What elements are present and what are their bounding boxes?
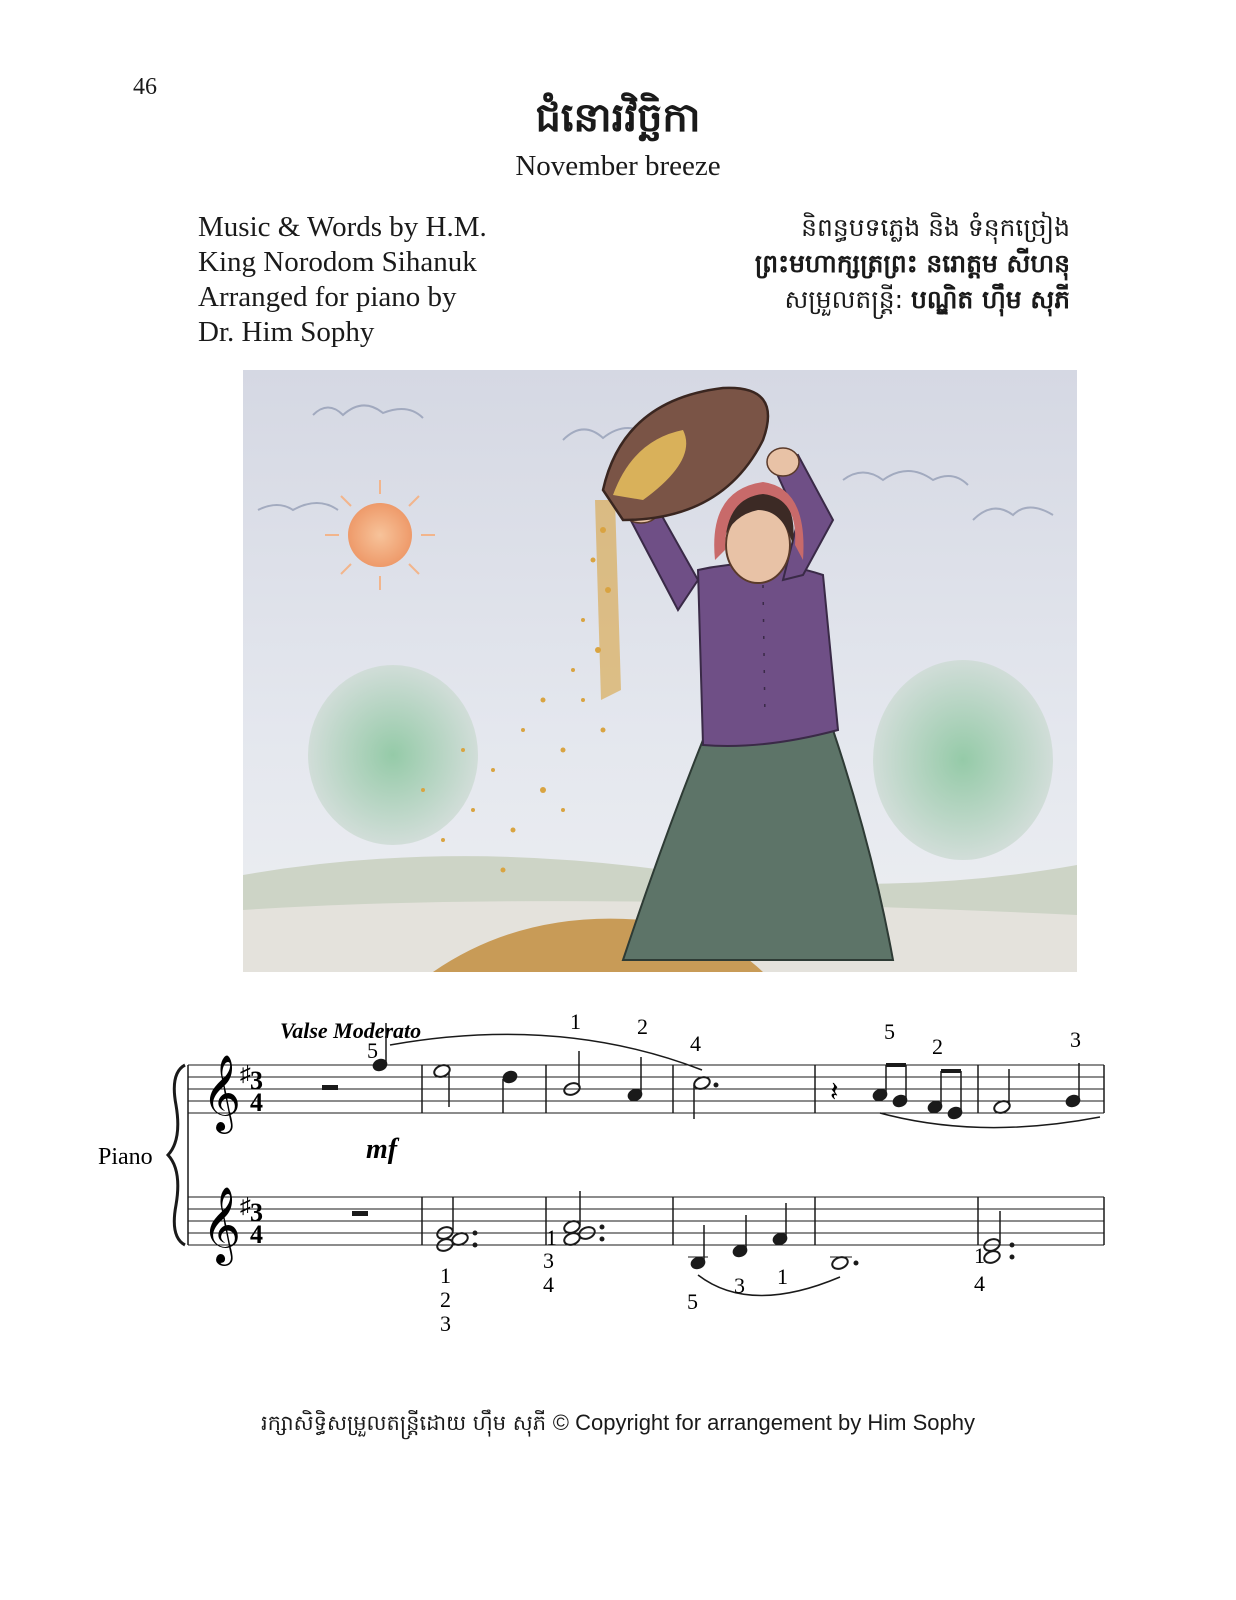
half-rest-icon (322, 1085, 338, 1090)
fingering: 1 (440, 1263, 451, 1288)
fingering: 4 (690, 1031, 701, 1056)
fingering: 2 (637, 1014, 648, 1039)
fingering: 3 (1070, 1027, 1081, 1052)
key-signature-sharp-icon: ♯ (240, 1061, 251, 1086)
page-number: 46 (133, 74, 157, 100)
fingering: 1 (974, 1243, 985, 1268)
key-signature-sharp-icon: ♯ (240, 1193, 251, 1218)
fingering: 1 (777, 1264, 788, 1289)
fingerings-lower (440, 1225, 985, 1336)
time-signature-bottom: 4 (250, 1220, 263, 1249)
fingering: 5 (884, 1019, 895, 1044)
note (983, 1249, 1002, 1265)
tempo-marking: Valse Moderato (280, 1018, 422, 1043)
bush-left (308, 665, 478, 845)
hand-right (767, 448, 799, 476)
fingering: 2 (932, 1034, 943, 1059)
fingering: 5 (367, 1038, 378, 1063)
barlines (422, 1065, 1104, 1245)
fingering: 3 (543, 1248, 554, 1273)
note (502, 1069, 519, 1084)
copyright-footer (0, 1410, 1236, 1441)
credit-line: Arranged for piano by (198, 281, 457, 313)
treble-notes (372, 1023, 1082, 1121)
quarter-rest-icon: 𝄽 (830, 1077, 839, 1108)
credit-line: Dr. Him Sophy (198, 316, 375, 348)
fingering: 5 (687, 1289, 698, 1314)
lower-staff-notes (436, 1191, 1014, 1271)
credits-khmer (755, 210, 1070, 318)
credit-arranger (755, 282, 1070, 318)
copyright-english: © Copyright for arrangement by Him Sophy (552, 1410, 975, 1435)
copyright-khmer: រក្សាសិទ្ធិសម្រួលតន្ត្រីដោយ ហ៊ឹម សុភី (261, 1411, 547, 1435)
credit-composer-name: ព្រះមហាក្សត្រព្រះ នរោត្តម សីហនុ (754, 249, 1070, 278)
fingering: 4 (974, 1271, 985, 1296)
subtitle: November breeze (515, 150, 721, 182)
treble-clef-icon: 𝄞 (202, 1057, 242, 1130)
bush-right (873, 660, 1053, 860)
sun-icon (348, 503, 412, 567)
title-khmer: ជំនោរវិច្ឆិកា (535, 95, 701, 141)
credit-line: Music & Words by H.M. (198, 211, 487, 243)
slurs (390, 1034, 1100, 1295)
credit-arranger-name: បណ្ឌិត ហ៊ឹម សុភី (910, 285, 1070, 314)
grand-staff-brace (168, 1065, 185, 1245)
credit-arranger-label: សម្រួលតន្ត្រី: (784, 285, 911, 314)
treble-clef-icon: 𝄞 (202, 1189, 242, 1262)
fingering: 1 (570, 1009, 581, 1034)
time-signature-top: 3 (250, 1198, 263, 1227)
piano-score (90, 1005, 1120, 1345)
time-signature-top: 3 (250, 1066, 263, 1095)
dynamic-marking: mf (366, 1134, 398, 1165)
blouse (698, 564, 838, 746)
half-rest-icon (352, 1211, 368, 1216)
bass-staff (188, 1197, 1104, 1245)
fingering: 2 (440, 1287, 451, 1312)
fingering: 3 (734, 1273, 745, 1298)
instrument-label: Piano (98, 1144, 153, 1170)
credit-composer-label: និពន្ធបទភ្លេង និង ទំនុកច្រៀង (801, 213, 1070, 242)
fingering: 1 (546, 1225, 557, 1250)
fingering: 3 (440, 1311, 451, 1336)
credits-english (198, 210, 487, 350)
credit-line: King Norodom Sihanuk (198, 246, 477, 278)
fingering: 4 (543, 1272, 554, 1297)
illustration (243, 370, 1077, 972)
time-signature-bottom: 4 (250, 1088, 263, 1117)
